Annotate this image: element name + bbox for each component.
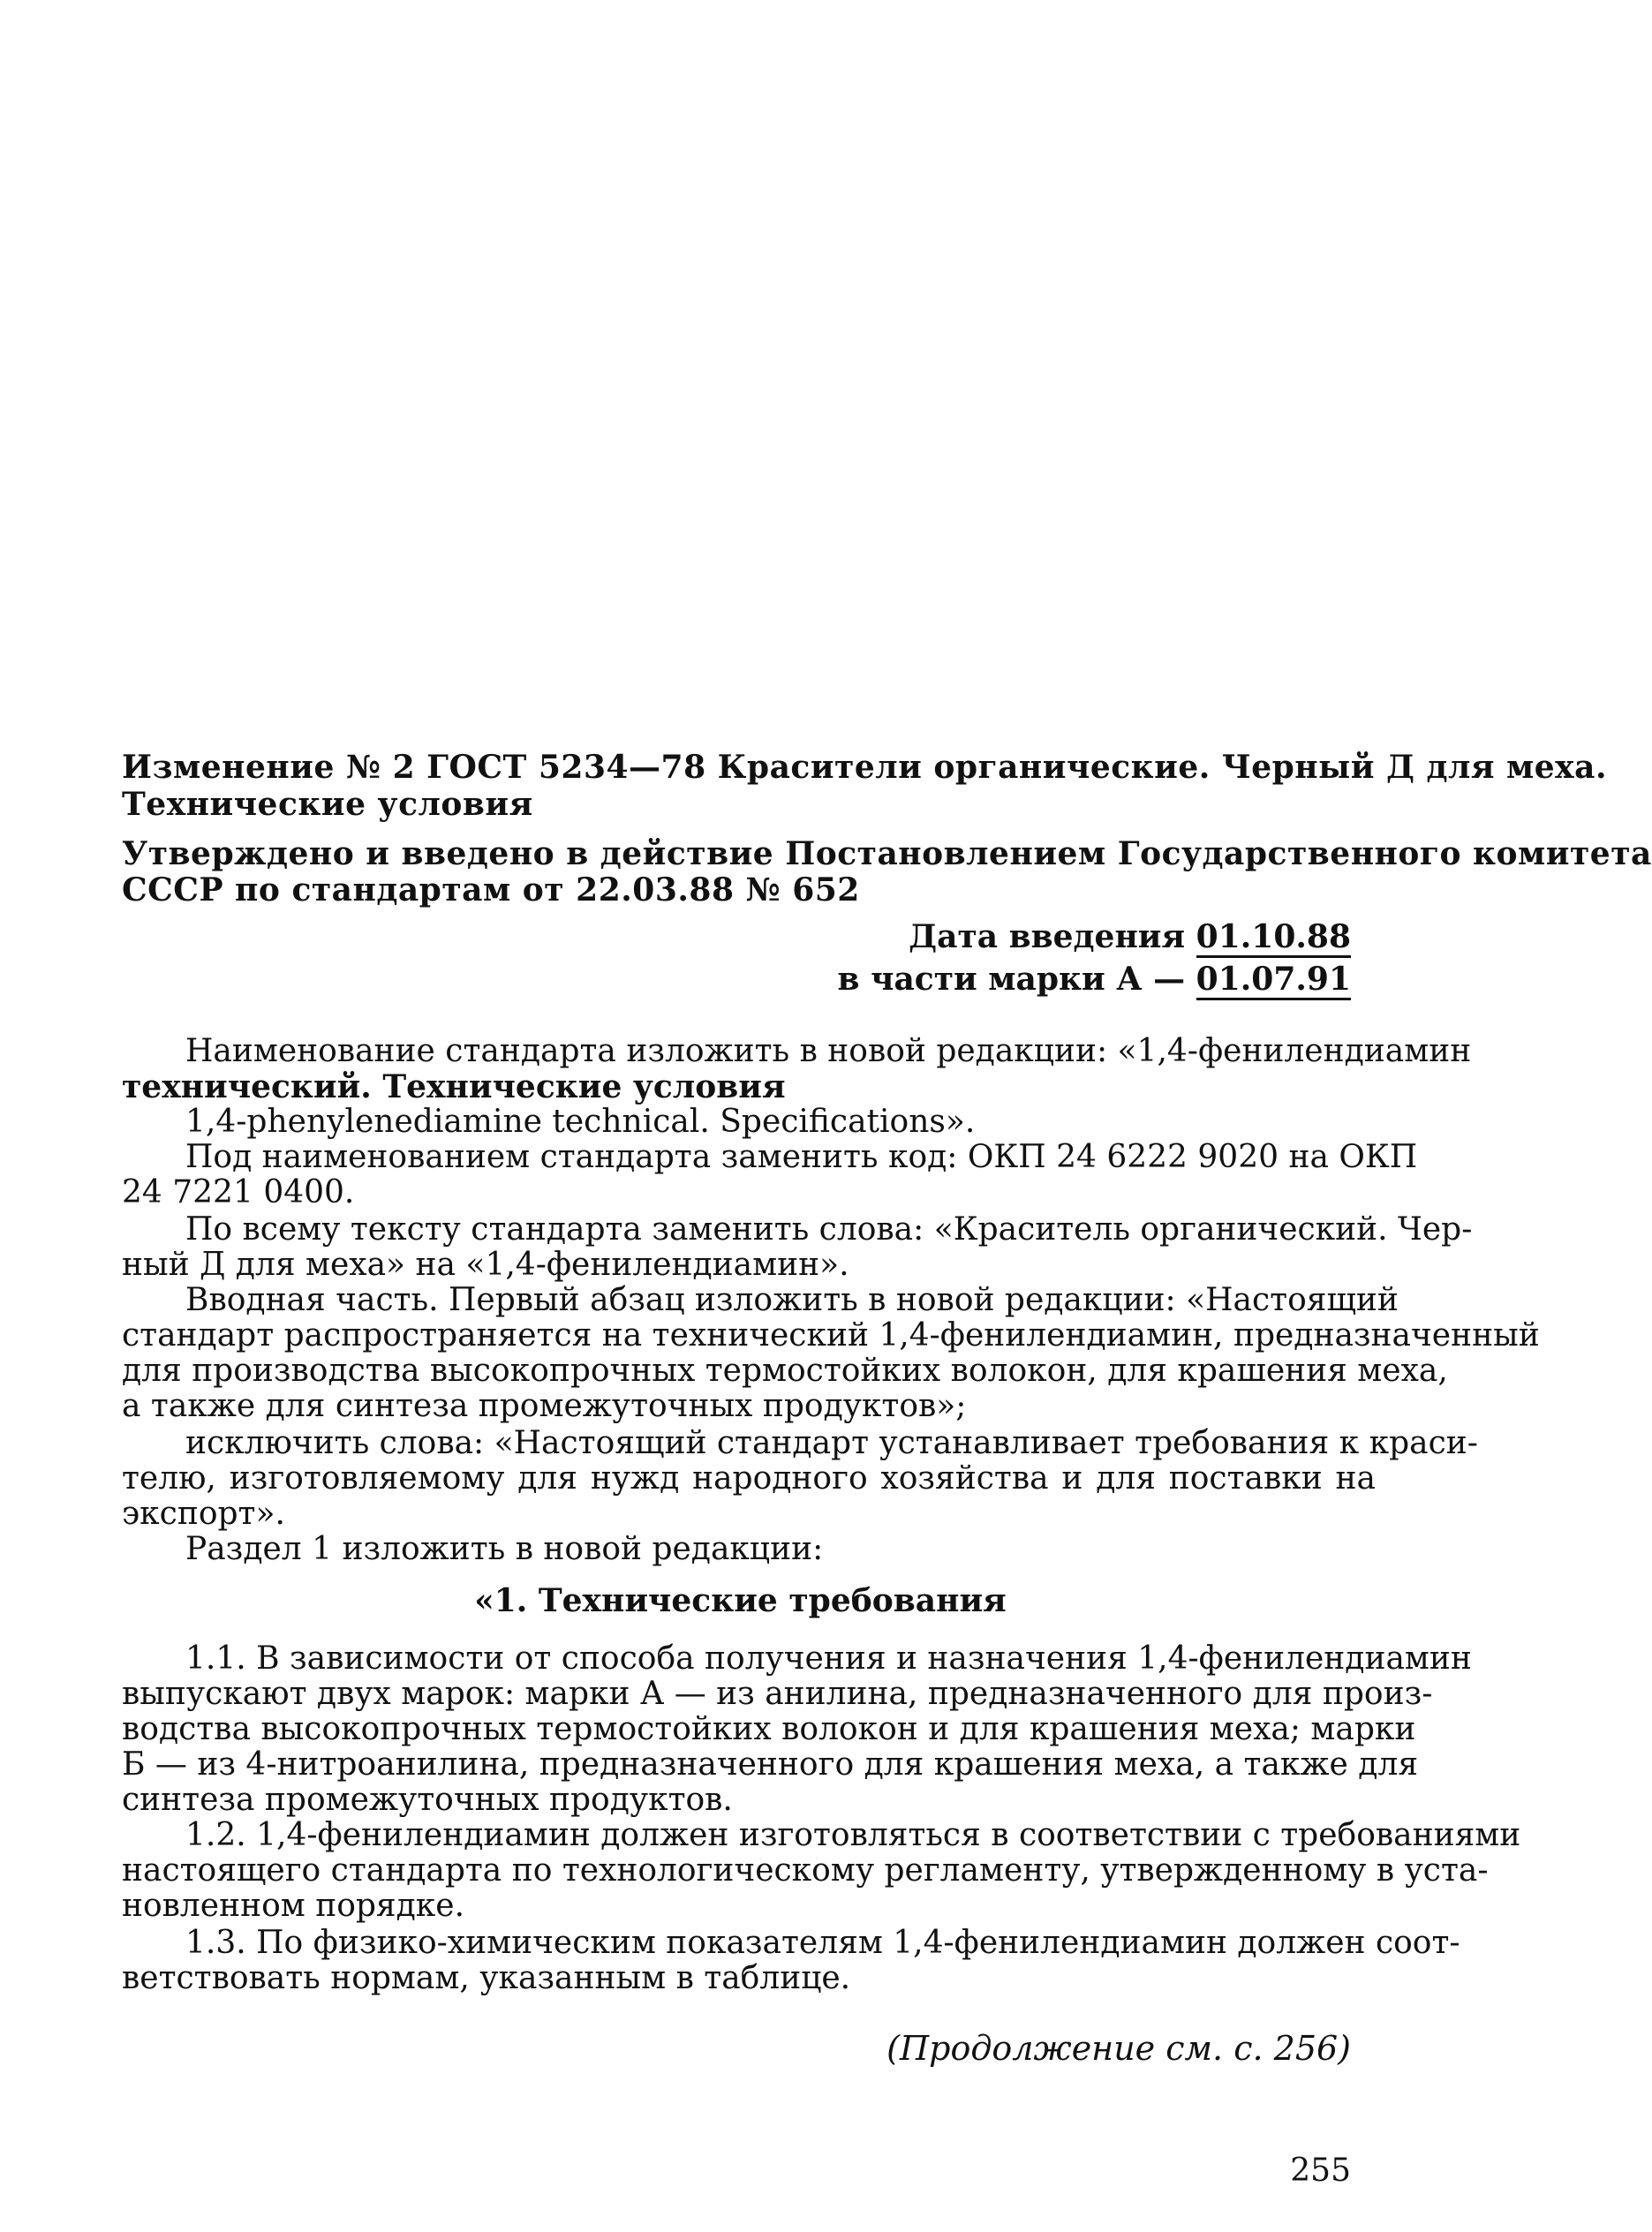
paragraph-4-line-4: а также для синтеза промежуточных продуктов»; [122, 1388, 967, 1424]
effective-date-value: 01.10.88 [1196, 918, 1351, 958]
paragraph-4-line-2: стандарт распространяется на технический 1,4-фенилендиамин, предназначенный [122, 1317, 1540, 1354]
effective-date [909, 918, 1351, 955]
clause-1-1-line-2: выпускают двух марок: марки А — из анилина, предназначенного для произ- [122, 1676, 1433, 1712]
approval-line-2: СССР по стандартам от 22.03.88 № 652 [122, 871, 860, 909]
amendment-title-line-2: Технические условия [122, 786, 533, 823]
paragraph-1-line-3: 1,4-phenylenediamine technical. Specifications». [185, 1104, 976, 1140]
paragraph-4-line-1: Вводная часть. Первый абзац изложить в новой редакции: «Настоящий [185, 1282, 1399, 1318]
paragraph-5-line-3: экспорт». [122, 1496, 285, 1532]
paragraph-1-line-2: технический. Технические условия [122, 1068, 786, 1105]
clause-1-2-line-2: настоящего стандарта по технологическому регламенту, утвержденному в уста- [122, 1852, 1489, 1889]
clause-1-2-line-1: 1.2. 1,4-фенилендиамин должен изготовляться в соответствии с требованиями [185, 1817, 1521, 1853]
page-number: 255 [1290, 2153, 1351, 2189]
paragraph-2-line-2: 24 7221 0400. [122, 1174, 355, 1210]
grade-a-date-value: 01.07.91 [1196, 961, 1351, 1000]
paragraph-3-line-2: ный Д для меха» на «1,4-фенилендиамин». [122, 1247, 849, 1283]
continued-note: (Продолжение см. с. 256) [886, 2029, 1351, 2068]
clause-1-1-line-4: Б — из 4-нитроанилина, предназначенного для крашения меха, а также для [122, 1746, 1419, 1783]
paragraph-5-line-2: телю, изготовляемому для нужд народного хозяйства и для поставки на [122, 1460, 1376, 1497]
section-title: «1. Технические требования [474, 1582, 1007, 1619]
paragraph-2-line-1: Под наименованием стандарта заменить код: ОКП 24 6222 9020 на ОКП [185, 1139, 1418, 1175]
clause-1-1-line-3: водства высокопрочных термостойких волокон и для крашения меха; марки [122, 1711, 1416, 1747]
paragraph-6-line-1: Раздел 1 изложить в новой редакции: [185, 1531, 824, 1567]
paragraph-5-line-1: исключить слова: «Настоящий стандарт устанавливает требования к краси- [185, 1425, 1478, 1461]
effective-date-label: Дата введения [909, 918, 1186, 955]
clause-1-1-line-5: синтеза промежуточных продуктов. [122, 1782, 733, 1818]
amendment-title-line-1: Изменение № 2 ГОСТ 5234—78 Красители органические. Черный Д для меха. [122, 749, 1607, 786]
clause-1-3-line-1: 1.3. По физико-химическим показателям 1,4-фенилендиамин должен соот- [185, 1925, 1460, 1961]
paragraph-4-line-3: для производства высокопрочных термостойких волокон, для крашения меха, [122, 1353, 1448, 1389]
grade-a-date [838, 961, 1351, 998]
clause-1-2-line-3: новленном порядке. [122, 1888, 465, 1924]
approval-line-1: Утверждено и введено в действие Постановлением Государственного комитета [122, 835, 1652, 872]
paragraph-1-line-1: Наименование стандарта изложить в новой редакции: «1,4-фенилендиамин [185, 1033, 1472, 1069]
clause-1-3-line-2: ветствовать нормам, указанным в таблице. [122, 1960, 851, 1996]
grade-a-date-label: в части марки А — [837, 961, 1186, 998]
clause-1-1-line-1: 1.1. В зависимости от способа получения и назначения 1,4-фенилендиамин [185, 1640, 1472, 1677]
paragraph-3-line-1: По всему тексту стандарта заменить слова: «Краситель органический. Чер- [185, 1211, 1473, 1248]
